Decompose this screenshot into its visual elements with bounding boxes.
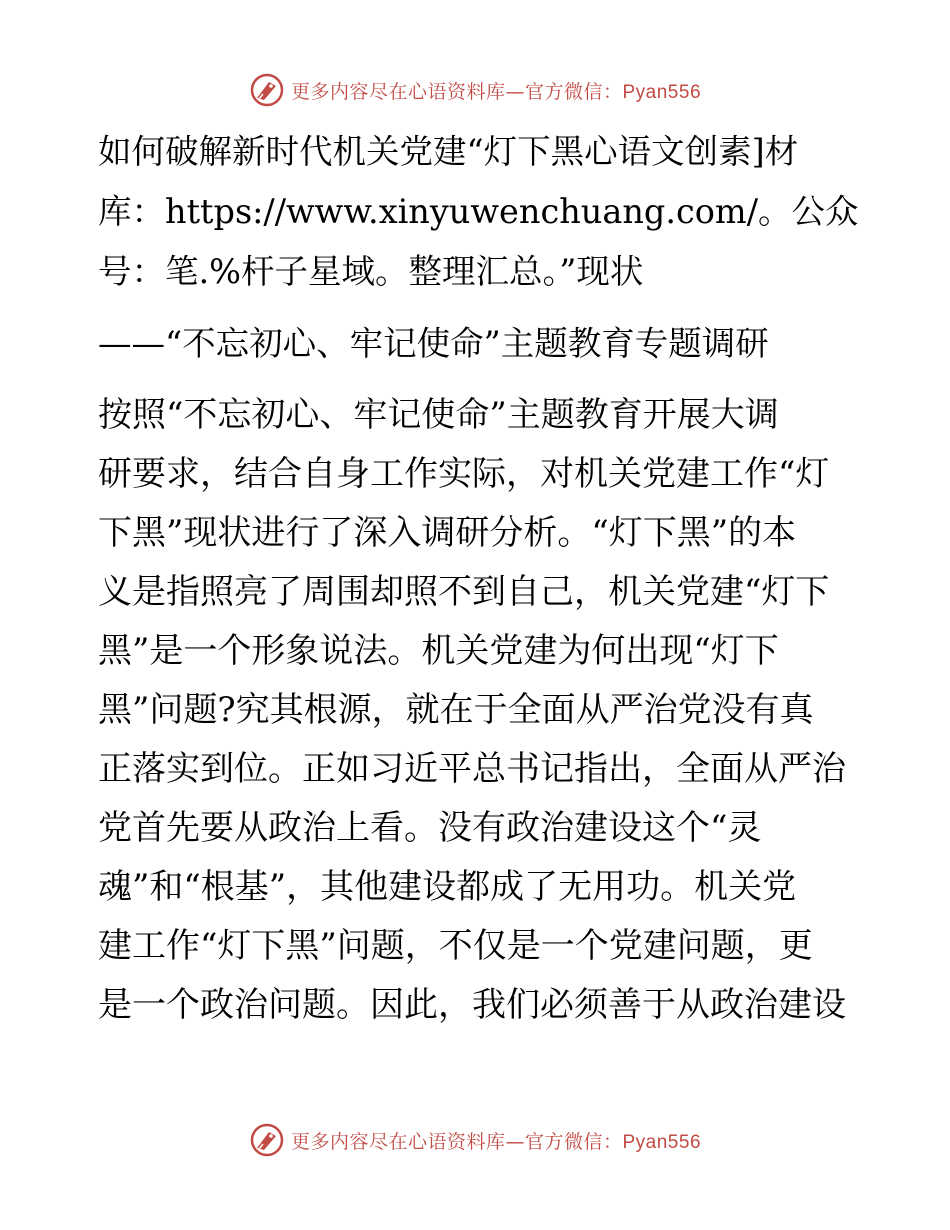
- title-block: [98, 122, 858, 302]
- pen-nib-icon: [249, 1122, 285, 1158]
- banner-site-text: 更多内容尽在心语资料库—官方微信：: [290, 80, 623, 103]
- body-line: 正落实到位。正如习近平总书记指出，全面从严治: [98, 749, 846, 789]
- body-line: 黑”是一个形象说法。机关党建为何出现“灯下: [98, 631, 779, 671]
- title-line: 号：笔.%杆子星域。整理汇总。”现状: [98, 252, 644, 291]
- body-line: 黑”问题?究其根源，就在于全面从严治党没有真: [98, 690, 814, 730]
- body-line: 下黑”现状进行了深入调研分析。“灯下黑”的本: [98, 513, 797, 553]
- body-line: 魂”和“根基”，其他建设都成了无用功。机关党: [98, 867, 797, 907]
- pen-nib-icon: [249, 72, 285, 108]
- body-line: 按照“不忘初心、牢记使命”主题教育开展大调: [98, 395, 779, 435]
- footer-banner: [0, 1120, 950, 1160]
- body-line: 建工作“灯下黑”问题，不仅是一个党建问题，更: [98, 926, 813, 966]
- banner-wechat-id: Pyan556: [622, 81, 702, 103]
- banner-text: [291, 1127, 701, 1154]
- banner-text: [291, 77, 701, 104]
- body-line: 是一个政治问题。因此，我们必须善于从政治建设: [98, 985, 846, 1025]
- body-line: 义是指照亮了周围却照不到自己，机关党建“灯下: [98, 572, 830, 612]
- banner-wechat-id: Pyan556: [622, 1131, 702, 1153]
- banner-site-text: 更多内容尽在心语资料库—官方微信：: [290, 1130, 623, 1153]
- title-line: 库：https://www.xinyuwenchuang.com/。公众: [98, 192, 859, 231]
- title-line: 如何破解新时代机关党建“灯下黑心语文创素]材: [98, 132, 799, 171]
- body-line: 党首先要从政治上看。没有政治建设这个“灵: [98, 808, 762, 848]
- header-banner: [0, 70, 950, 110]
- subtitle: ——“不忘初心、牢记使命”主题教育专题调研: [98, 324, 769, 363]
- document-body: [98, 122, 858, 1035]
- body-line: 研要求，结合自身工作实际，对机关党建工作“灯: [98, 454, 830, 494]
- body-paragraph: [98, 386, 858, 1035]
